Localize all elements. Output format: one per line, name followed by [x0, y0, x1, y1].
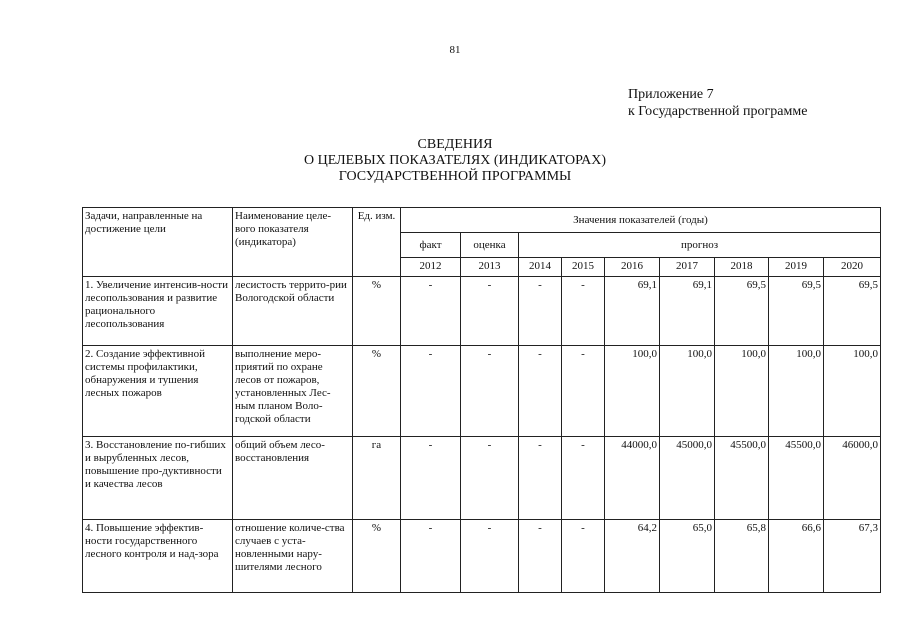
value-cell: -	[461, 520, 519, 593]
value-cell: -	[562, 437, 605, 520]
table-row	[83, 520, 881, 593]
unit-cell: %	[353, 346, 401, 437]
unit-cell: %	[353, 277, 401, 346]
value-cell: 69,1	[660, 277, 715, 346]
header-indicator: Наименование целе-вого показателя (индикатора)	[233, 208, 353, 277]
unit-cell: %	[353, 520, 401, 593]
title-line-3: ГОСУДАРСТВЕННОЙ ПРОГРАММЫ	[338, 169, 572, 184]
header-values: Значения показателей (годы)	[401, 208, 881, 233]
value-cell: -	[562, 520, 605, 593]
table-row	[83, 437, 881, 520]
page-number: 81	[449, 44, 461, 56]
document-title	[255, 137, 655, 185]
unit-cell: га	[353, 437, 401, 520]
indicator-cell: общий объем лесо-восстановления	[233, 437, 353, 520]
value-cell: -	[401, 277, 461, 346]
value-cell: -	[461, 437, 519, 520]
year-cell: 2015	[562, 258, 605, 277]
header-fact: факт	[401, 233, 461, 258]
value-cell: 69,5	[769, 277, 824, 346]
value-cell: 45000,0	[660, 437, 715, 520]
value-cell: -	[519, 520, 562, 593]
header-tasks: Задачи, направленные на достижение цели	[83, 208, 233, 277]
indicator-text: отношение количе-ства случаев с уста-новленными нару-шителями лесного	[235, 522, 345, 573]
value-cell: 64,2	[605, 520, 660, 593]
value-cell: -	[461, 277, 519, 346]
indicator-cell	[233, 520, 353, 593]
year-cell: 2018	[715, 258, 769, 277]
value-cell: 69,5	[715, 277, 769, 346]
value-cell: 100,0	[824, 346, 881, 437]
value-cell: 69,1	[605, 277, 660, 346]
value-cell: 100,0	[769, 346, 824, 437]
year-cell: 2014	[519, 258, 562, 277]
value-cell: 100,0	[660, 346, 715, 437]
year-cell: 2019	[769, 258, 824, 277]
appendix-line-1: Приложение 7	[628, 87, 714, 102]
value-cell: -	[401, 437, 461, 520]
value-cell: 45500,0	[769, 437, 824, 520]
value-cell: 66,6	[769, 520, 824, 593]
task-cell: 4. Повышение эффектив-ности государственного лесного контроля и над-зора	[83, 520, 233, 593]
value-cell: -	[519, 346, 562, 437]
indicator-cell: лесистость террито-рии Вологодской области	[233, 277, 353, 346]
year-cell: 2017	[660, 258, 715, 277]
header-forecast: прогноз	[519, 233, 881, 258]
header-unit: Ед. изм.	[353, 208, 401, 277]
indicator-cell: выполнение меро-приятий по охране лесов от пожаров, установленных Лес-ным планом Воло-годской области	[233, 346, 353, 437]
value-cell: 44000,0	[605, 437, 660, 520]
appendix-line-2: к Государственной программе	[628, 104, 808, 119]
header-row-1	[83, 208, 881, 233]
value-cell: 100,0	[715, 346, 769, 437]
value-cell: -	[519, 437, 562, 520]
value-cell: 65,8	[715, 520, 769, 593]
appendix-note	[628, 86, 807, 120]
value-cell: -	[562, 346, 605, 437]
header-estimate: оценка	[461, 233, 519, 258]
value-cell: -	[401, 520, 461, 593]
value-cell: 67,3	[824, 520, 881, 593]
table-row	[83, 346, 881, 437]
year-cell: 2016	[605, 258, 660, 277]
year-cell: 2020	[824, 258, 881, 277]
value-cell: 69,5	[824, 277, 881, 346]
table-row	[83, 277, 881, 346]
task-cell: 1. Увеличение интенсив-ности лесопользования и развитие рационального лесопользования	[83, 277, 233, 346]
value-cell: -	[562, 277, 605, 346]
value-cell: 46000,0	[824, 437, 881, 520]
year-cell: 2013	[461, 258, 519, 277]
value-cell: 100,0	[605, 346, 660, 437]
value-cell: -	[461, 346, 519, 437]
year-cell: 2012	[401, 258, 461, 277]
task-cell: 2. Создание эффективной системы профилактики, обнаружения и тушения лесных пожаров	[83, 346, 233, 437]
value-cell: 65,0	[660, 520, 715, 593]
title-line-2: О ЦЕЛЕВЫХ ПОКАЗАТЕЛЯХ (ИНДИКАТОРАХ)	[304, 153, 606, 168]
task-cell: 3. Восстановление по-гибших и вырубленных лесов, повышение про-дуктивности и качества лесов	[83, 437, 233, 520]
value-cell: 45500,0	[715, 437, 769, 520]
value-cell: -	[401, 346, 461, 437]
title-line-1: СВЕДЕНИЯ	[417, 137, 493, 152]
value-cell: -	[519, 277, 562, 346]
indicators-table	[82, 207, 881, 593]
